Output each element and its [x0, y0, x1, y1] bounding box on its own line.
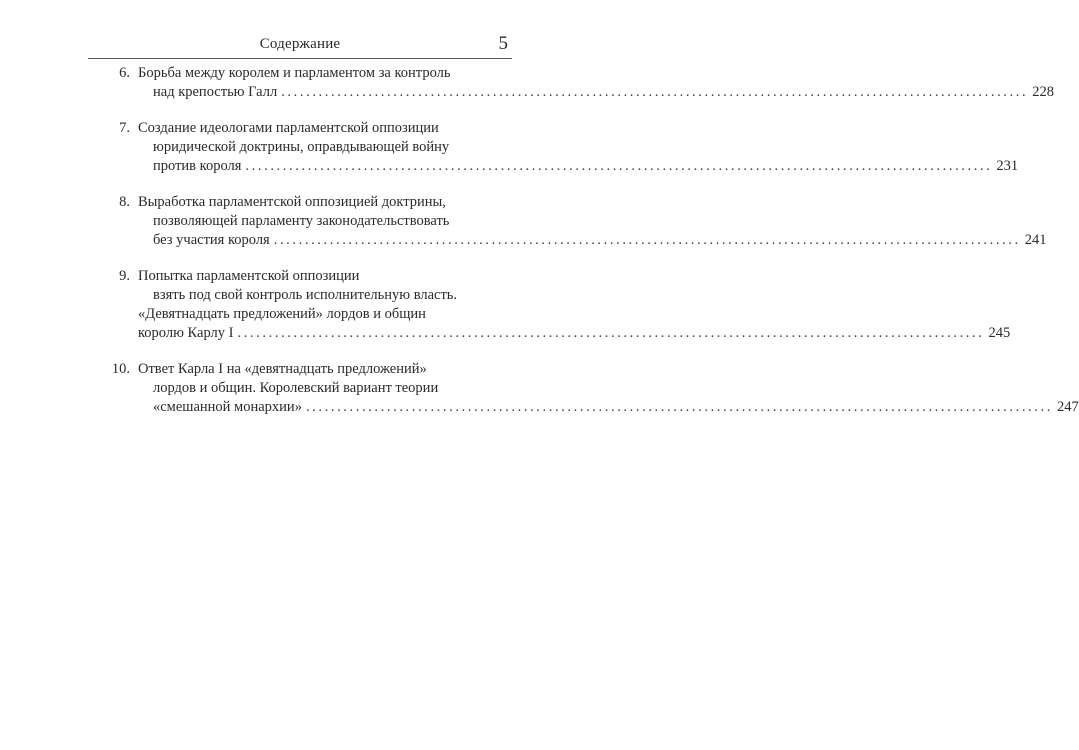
entry-page: 241: [1024, 232, 1047, 248]
entry-text: [138, 64, 1054, 102]
entry-number: 10.: [111, 361, 130, 377]
entry-last-line: [138, 83, 1054, 102]
toc-entry: [100, 360, 1079, 417]
toc-entry: [100, 193, 1047, 250]
entry-page: 245: [988, 325, 1011, 341]
entry-line: королю Карлу I: [138, 325, 234, 341]
entry-text: [138, 193, 1047, 250]
entry-line: без участия короля: [153, 232, 270, 248]
entry-last-line: [138, 231, 1047, 250]
header-title: Содержание: [259, 36, 341, 52]
dot-leader: ........................................................................................................................: [237, 325, 985, 341]
entry-number: 9.: [119, 268, 130, 284]
entry-number: 6.: [119, 65, 130, 81]
page-number: 5: [498, 33, 508, 54]
entry-last-line: [138, 157, 1019, 176]
entry-last-line: [138, 324, 1011, 343]
entry-page: 247: [1056, 399, 1079, 415]
table-of-contents: [100, 64, 1079, 434]
toc-entry: [100, 267, 1011, 343]
dot-leader: ........................................................................................................................: [281, 84, 1029, 100]
entry-number: 8.: [119, 194, 130, 210]
dot-leader: ........................................................................................................................: [305, 399, 1053, 415]
entry-text: [138, 360, 1079, 417]
entry-line: «Девятнадцать предложений» лордов и общин: [138, 306, 426, 322]
entry-number: 7.: [119, 120, 130, 136]
entry-line: Борьба между королем и парламентом за контроль: [138, 65, 451, 81]
dot-leader: ........................................................................................................................: [273, 232, 1021, 248]
entry-line: позволяющей парламенту законодательствовать: [153, 213, 450, 229]
dot-leader: ........................................................................................................................: [245, 158, 993, 174]
running-header: [88, 34, 512, 59]
toc-entry: [100, 119, 1019, 176]
entry-line: «смешанной монархии»: [153, 399, 302, 415]
entry-page: 228: [1032, 84, 1054, 100]
toc-entry: [100, 64, 1054, 102]
entry-line: Создание идеологами парламентской оппозиции: [138, 120, 439, 136]
entry-text: [138, 119, 1019, 176]
entry-page: 231: [996, 158, 1019, 174]
entry-line: над крепостью Галл: [153, 84, 278, 100]
entry-last-line: [138, 398, 1079, 417]
entry-text: [138, 267, 1011, 343]
entry-line: лордов и общин. Королевский вариант теории: [153, 380, 439, 396]
entry-line: Попытка парламентской оппозиции: [138, 268, 360, 284]
entry-line: Выработка парламентской оппозицией доктрины,: [138, 194, 446, 210]
entry-line: взять под свой контроль исполнительную власть.: [153, 287, 458, 303]
entry-line: юридической доктрины, оправдывающей войну: [153, 139, 450, 155]
entry-line: Ответ Карла I на «девятнадцать предложений»: [138, 361, 427, 377]
entry-line: против короля: [153, 158, 242, 174]
